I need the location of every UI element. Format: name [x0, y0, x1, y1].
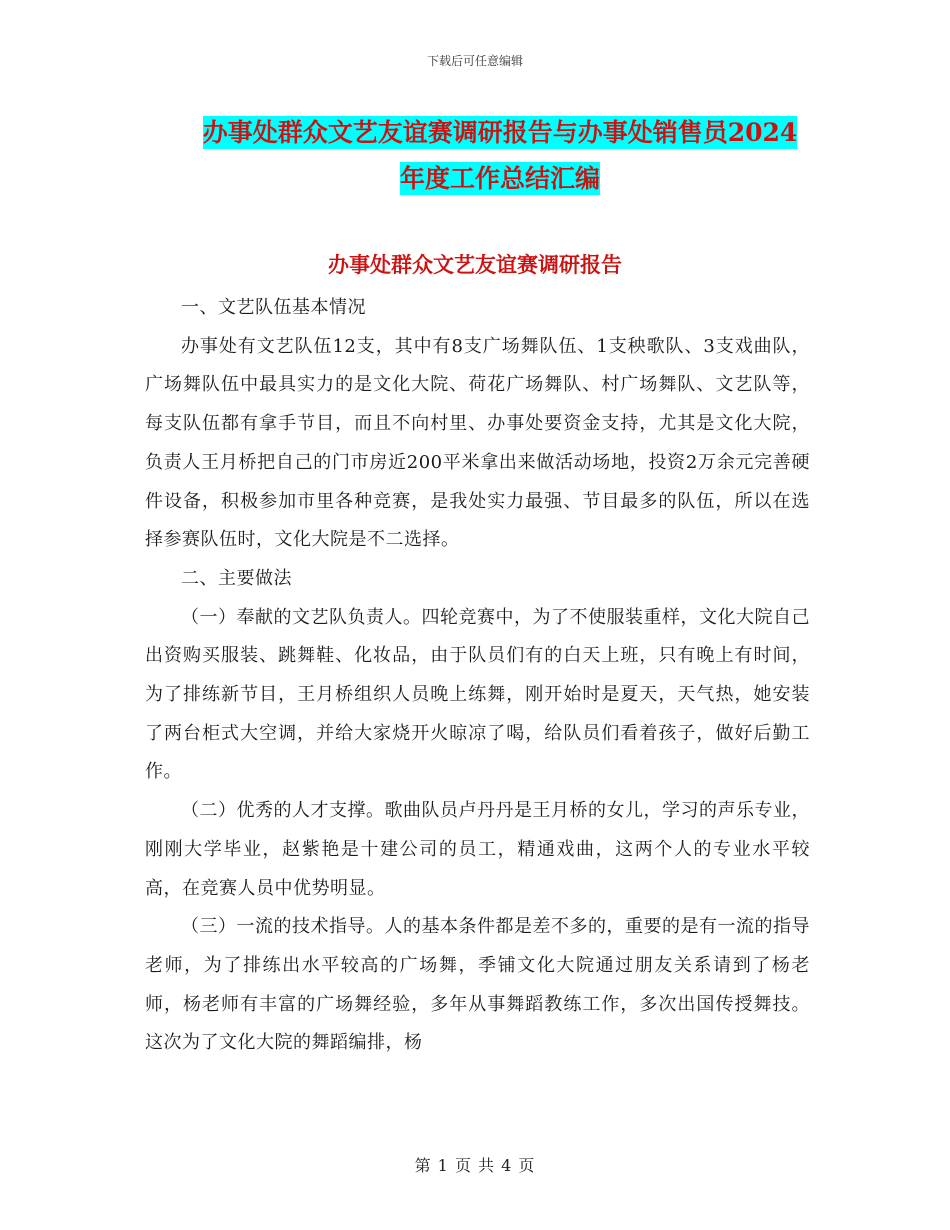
main-title-line-1: 办事处群众文艺友谊赛调研报告与办事处销售员2024: [202, 118, 798, 147]
paragraph: 办事处有文艺队伍12支，其中有8支广场舞队伍、1支秧歌队、3支戏曲队，广场舞队伍中最具实力的是文化大院、荷花广场舞队、村广场舞队、文艺队等，每支队伍都有拿手节目，而且不向村里、办事处要资金支持，尤其是文化大院，负责人王月桥把自己的门市房近200平米拿出来做活动场地，投资2万余元完善硬件设备，积极参加市里各种竞赛，是我处实力最强、节目最多的队伍，所以在选择参赛队伍时，文化大院是不二选择。: [145, 335, 810, 551]
document-body: [145, 289, 810, 1063]
header-note: 下载后可任意编辑: [426, 54, 523, 68]
paragraph: （一）奉献的文艺队负责人。四轮竞赛中，为了不使服装重样，文化大院自己出资购买服装、跳舞鞋、化妆品，由于队员们有的白天上班，只有晚上有时间，为了排练新节目，王月桥组织人员晚上练舞，刚开始时是夏天，天气热，她安装了两台柜式大空调，并给大家烧开火晾凉了喝，给队员们看着孩子，做好后勤工作。: [145, 606, 810, 783]
sub-title: 办事处群众文艺友谊赛调研报告: [328, 252, 622, 277]
page-number-footer: 第 1 页 共 4 页: [414, 1156, 536, 1175]
section-heading-1: 一、文艺队伍基本情况: [181, 297, 366, 318]
main-title: [190, 110, 810, 202]
paragraph: （三）一流的技术指导。人的基本条件都是差不多的，重要的是有一流的指导老师，为了排练出水平较高的广场舞，季铺文化大院通过朋友关系请到了杨老师，杨老师有丰富的广场舞经验，多年从事舞蹈教练工作，多次出国传授舞技。这次为了文化大院的舞蹈编排，杨: [145, 916, 810, 1054]
section-heading-2: 二、主要做法: [181, 567, 292, 589]
main-title-line-2: 年度工作总结汇编: [399, 164, 600, 193]
paragraph: （二）优秀的人才支撑。歌曲队员卢丹丹是王月桥的女儿，学习的声乐专业，刚刚大学毕业，赵紫艳是十建公司的员工，精通戏曲，这两个人的专业水平较高，在竞赛人员中优势明显。: [145, 800, 810, 899]
